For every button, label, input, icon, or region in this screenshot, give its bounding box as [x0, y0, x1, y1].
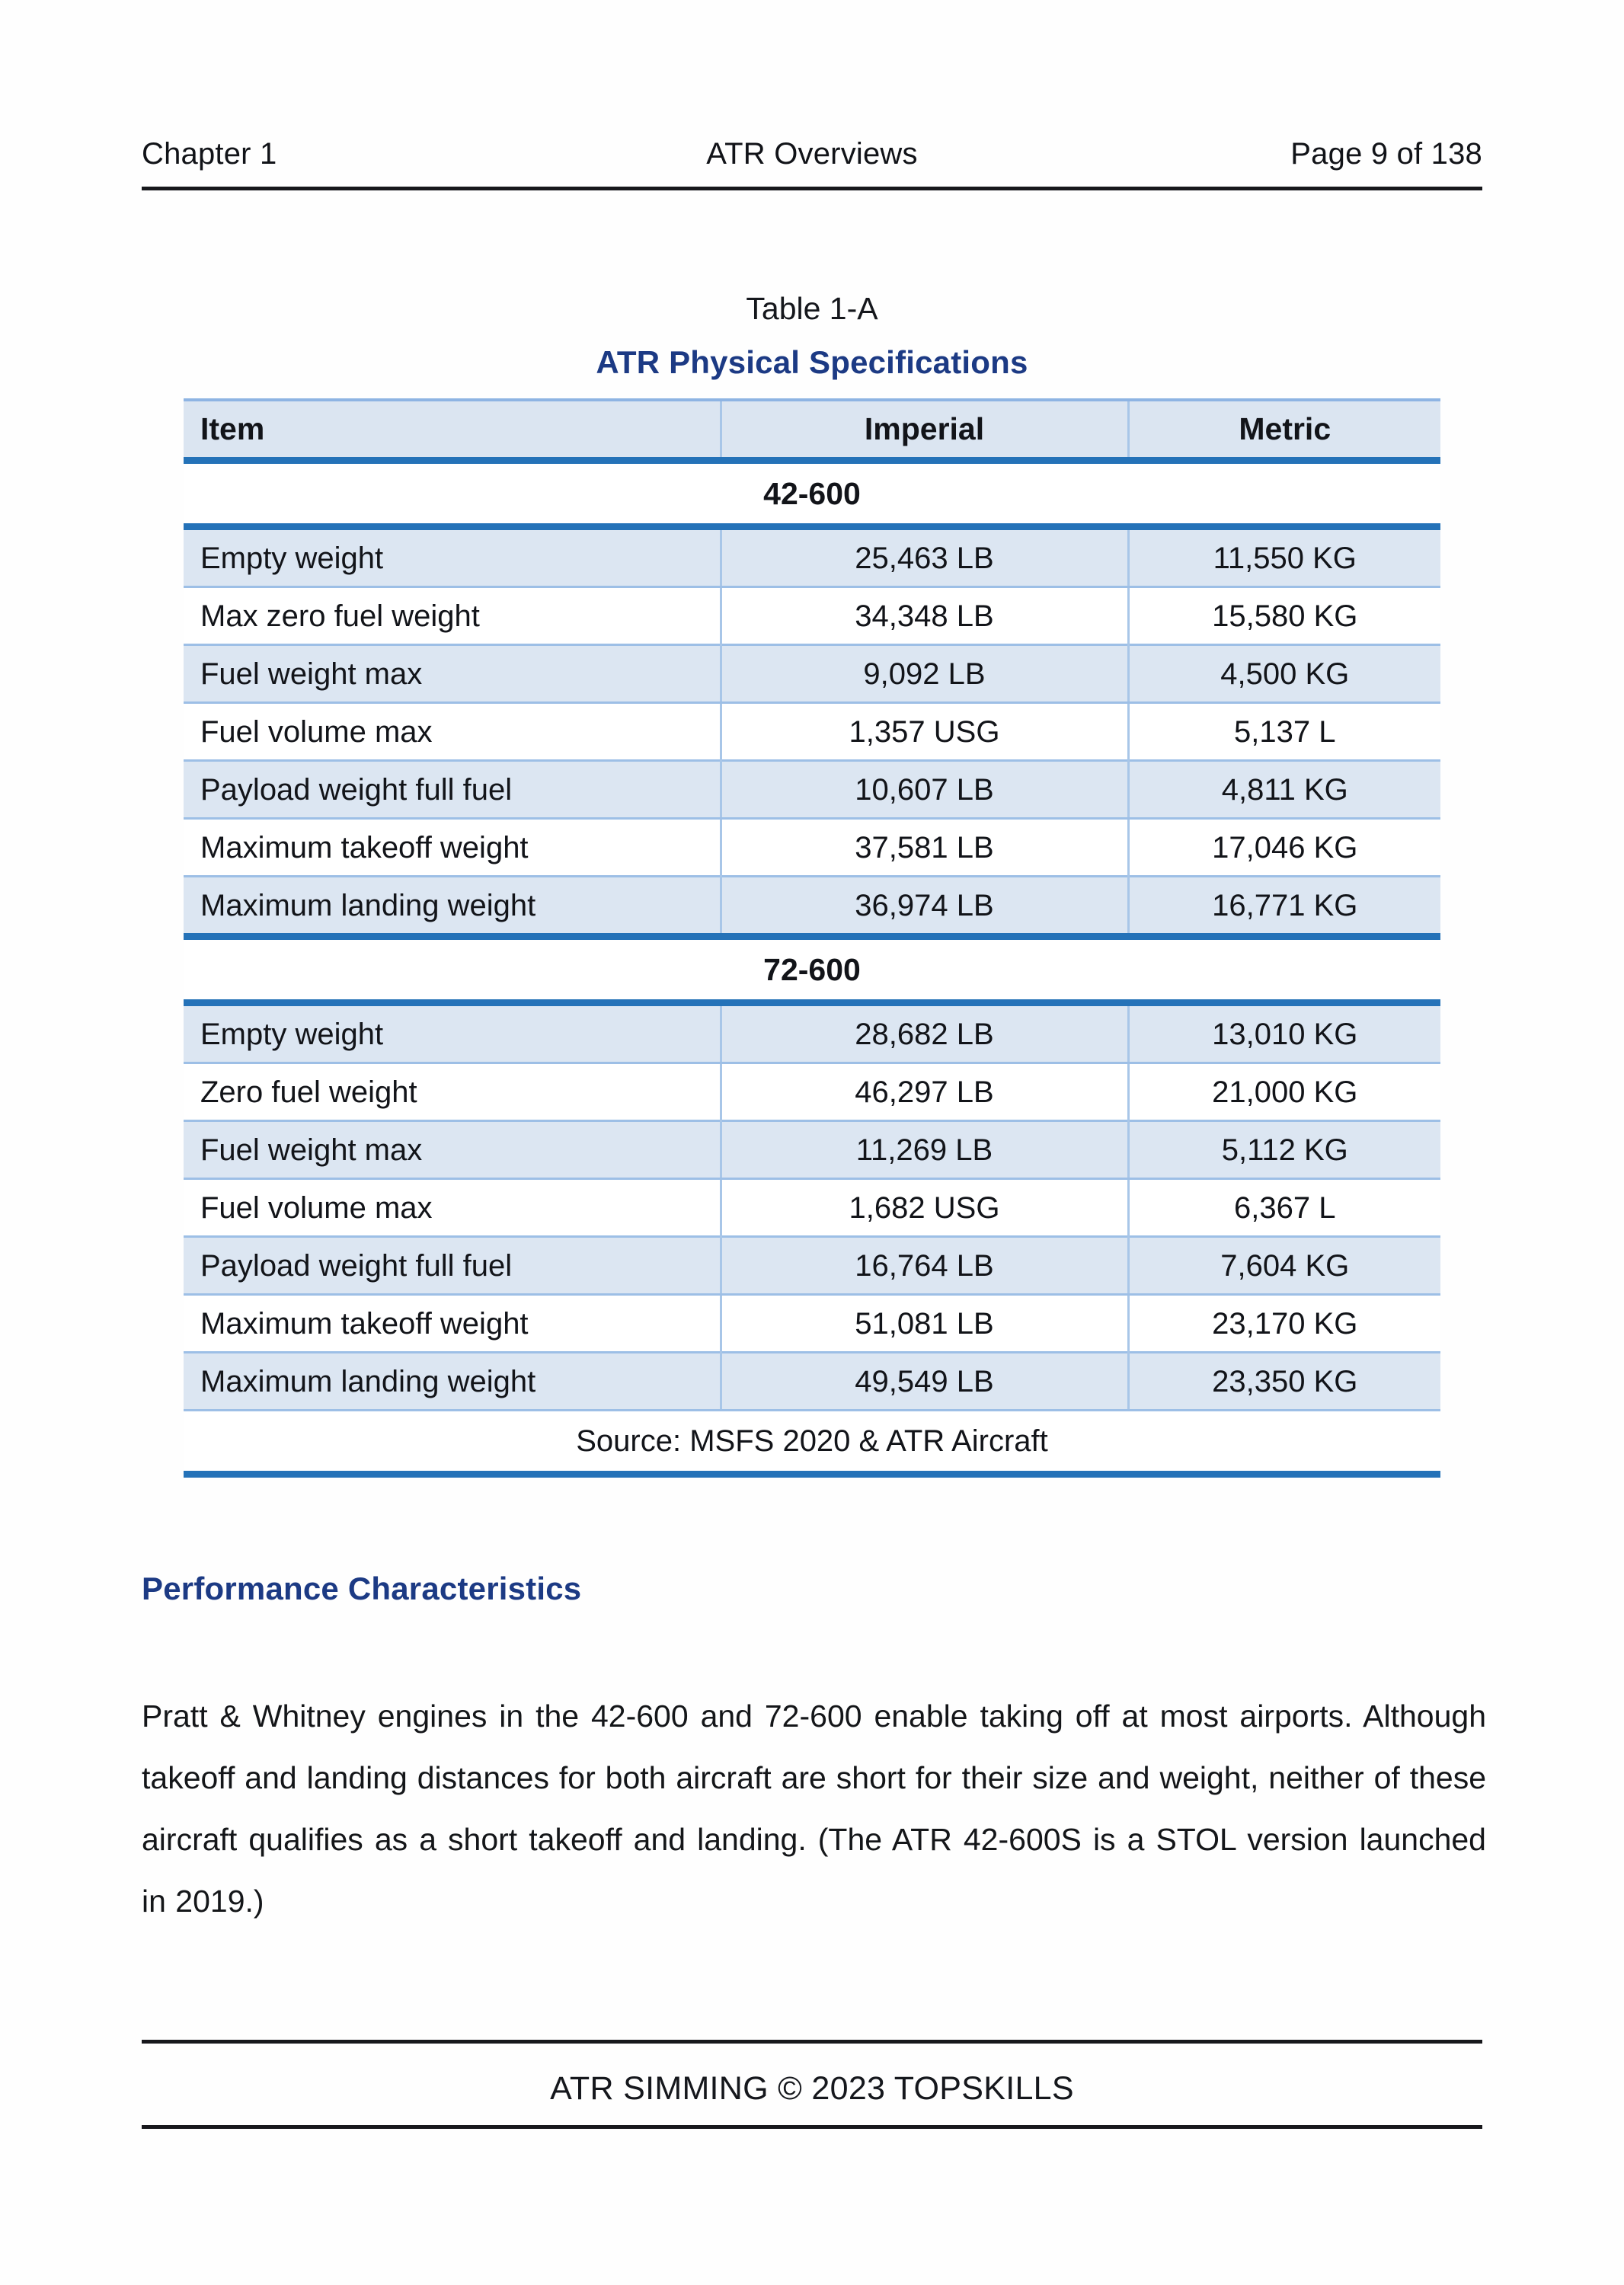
row-item-label: Fuel weight max	[184, 1121, 721, 1179]
body-paragraph: Pratt & Whitney engines in the 42-600 and 72-600 enable taking off at most airports. Although takeoff and landing distances for both aircraft are short for their size and weight, neither of these aircraft qualifies as a short takeoff and landing. (The ATR 42-600S is a STOL version launched in 2019.)	[142, 1699, 1486, 1919]
row-metric-value: 5,112 KG	[1128, 1121, 1440, 1179]
row-imperial-value: 36,974 LB	[721, 877, 1128, 937]
header-section-title: ATR Overviews	[706, 137, 918, 171]
header-divider-rule	[142, 187, 1482, 190]
row-item-label: Maximum takeoff weight	[184, 819, 721, 877]
table-row	[184, 1295, 1440, 1353]
row-imperial-value: 1,357 USG	[721, 703, 1128, 761]
table-row	[184, 1353, 1440, 1411]
row-item-label: Fuel weight max	[184, 645, 721, 703]
row-item-label: Empty weight	[184, 1003, 721, 1063]
group-label-row	[184, 937, 1440, 1003]
row-item-label: Max zero fuel weight	[184, 587, 721, 645]
table-header-row	[184, 400, 1440, 461]
group-label-72-600: 72-600	[184, 937, 1440, 1003]
row-item-label: Maximum landing weight	[184, 877, 721, 937]
row-metric-value: 6,367 L	[1128, 1179, 1440, 1237]
column-header-metric: Metric	[1128, 400, 1440, 461]
row-item-label: Fuel volume max	[184, 1179, 721, 1237]
table-source-text: Source: MSFS 2020 & ATR Aircraft	[184, 1411, 1440, 1475]
header-page-number: Page 9 of 138	[1290, 137, 1482, 171]
table-row	[184, 877, 1440, 937]
row-item-label: Zero fuel weight	[184, 1063, 721, 1121]
table-row	[184, 645, 1440, 703]
table-body	[184, 461, 1440, 1475]
row-imperial-value: 51,081 LB	[721, 1295, 1128, 1353]
row-imperial-value: 10,607 LB	[721, 761, 1128, 819]
row-imperial-value: 46,297 LB	[721, 1063, 1128, 1121]
row-metric-value: 16,771 KG	[1128, 877, 1440, 937]
physical-specifications-table	[184, 398, 1440, 1478]
row-metric-value: 7,604 KG	[1128, 1237, 1440, 1295]
table-row	[184, 1063, 1440, 1121]
row-imperial-value: 49,549 LB	[721, 1353, 1128, 1411]
row-imperial-value: 9,092 LB	[721, 645, 1128, 703]
row-metric-value: 23,170 KG	[1128, 1295, 1440, 1353]
row-metric-value: 11,550 KG	[1128, 527, 1440, 587]
row-metric-value: 21,000 KG	[1128, 1063, 1440, 1121]
row-metric-value: 17,046 KG	[1128, 819, 1440, 877]
footer-copyright: ATR SIMMING © 2023 TOPSKILLS	[550, 2070, 1074, 2107]
table-row	[184, 527, 1440, 587]
row-metric-value: 4,811 KG	[1128, 761, 1440, 819]
footer-divider-rule-bottom	[142, 2125, 1482, 2129]
row-imperial-value: 34,348 LB	[721, 587, 1128, 645]
footer-divider-rule-top	[142, 2040, 1482, 2044]
table-row	[184, 819, 1440, 877]
table-row	[184, 1237, 1440, 1295]
row-imperial-value: 37,581 LB	[721, 819, 1128, 877]
table-row	[184, 1179, 1440, 1237]
row-metric-value: 4,500 KG	[1128, 645, 1440, 703]
section-heading-performance: Performance Characteristics	[142, 1571, 582, 1606]
table-row	[184, 703, 1440, 761]
table-row	[184, 761, 1440, 819]
row-metric-value: 15,580 KG	[1128, 587, 1440, 645]
row-item-label: Payload weight full fuel	[184, 761, 721, 819]
table-caption: Table 1-A	[746, 291, 878, 326]
row-item-label: Maximum landing weight	[184, 1353, 721, 1411]
column-header-imperial: Imperial	[721, 400, 1128, 461]
table-row	[184, 1003, 1440, 1063]
group-label-row	[184, 461, 1440, 527]
row-imperial-value: 11,269 LB	[721, 1121, 1128, 1179]
running-header	[142, 137, 1482, 171]
header-chapter: Chapter 1	[142, 137, 277, 171]
row-metric-value: 5,137 L	[1128, 703, 1440, 761]
row-item-label: Empty weight	[184, 527, 721, 587]
row-item-label: Maximum takeoff weight	[184, 1295, 721, 1353]
row-imperial-value: 16,764 LB	[721, 1237, 1128, 1295]
row-item-label: Fuel volume max	[184, 703, 721, 761]
row-imperial-value: 25,463 LB	[721, 527, 1128, 587]
table-title: ATR Physical Specifications	[596, 344, 1028, 380]
row-metric-value: 23,350 KG	[1128, 1353, 1440, 1411]
table-row	[184, 1121, 1440, 1179]
row-item-label: Payload weight full fuel	[184, 1237, 721, 1295]
group-label-42-600: 42-600	[184, 461, 1440, 527]
row-metric-value: 13,010 KG	[1128, 1003, 1440, 1063]
table-source-row	[184, 1411, 1440, 1475]
row-imperial-value: 1,682 USG	[721, 1179, 1128, 1237]
row-imperial-value: 28,682 LB	[721, 1003, 1128, 1063]
column-header-item: Item	[184, 400, 721, 461]
table-row	[184, 587, 1440, 645]
